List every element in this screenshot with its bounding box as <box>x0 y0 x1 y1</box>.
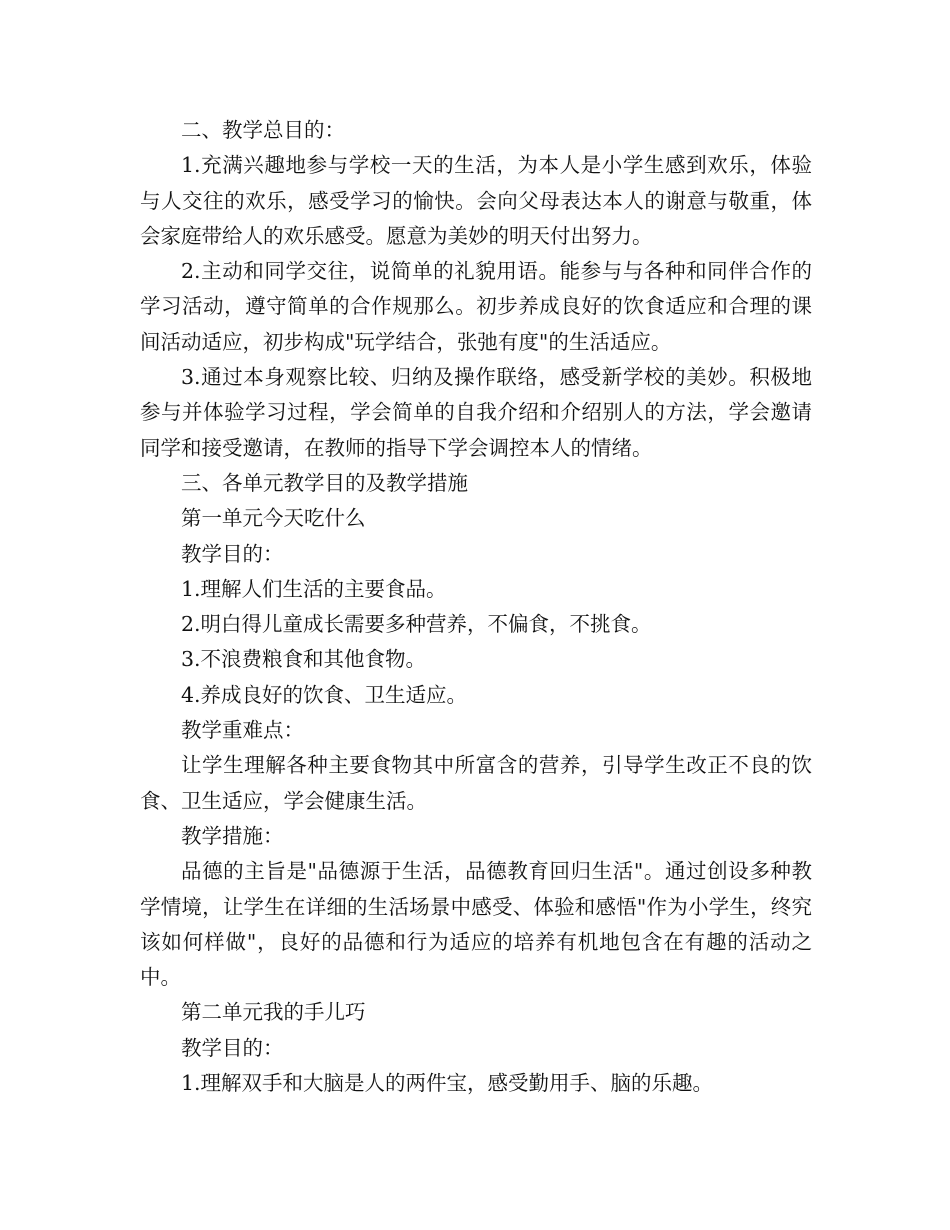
unit-1-key-points-text: 让学生理解各种主要食物其中所富含的营养，引导学生改正不良的饮食、卫生适应，学会健康生活。 <box>140 753 812 813</box>
unit-1-measures-text: 品德的主旨是"品德源于生活，品德教育回归生活"。通过创设多种教学情境，让学生在详细的生活场景中感受、体验和感悟"作为小学生，终究该如何样做"，良好的品德和行为适应的培养有机地包含在有趣的活动之中。 <box>140 859 812 990</box>
unit-1-key-points-label: 教学重难点： <box>181 718 304 743</box>
unit-2-goals-label: 教学目的： <box>181 1035 284 1060</box>
section-heading-overall-goals: 二、教学总目的： <box>181 118 345 142</box>
unit-1-goal-item: 1.理解人们生活的主要食品。 <box>181 576 447 601</box>
unit-1-measures-label: 教学措施： <box>181 823 284 848</box>
section-heading-unit-goals: 三、各单元教学目的及教学措施 <box>181 470 468 495</box>
paragraph-goal-3: 3.通过本身观察比较、归纳及操作联络，感受新学校的美妙。积极地参与并体验学习过程，学会简单的自我介绍和介绍别人的方法，学会邀请同学和接受邀请，在教师的指导下学会调控本人的情绪。 <box>140 365 812 460</box>
unit-1-goal-item: 4.养成良好的饮食、卫生适应。 <box>181 682 468 707</box>
unit-2-goal-item: 1.理解双手和大脑是人的两件宝，感受勤用手、脑的乐趣。 <box>181 1071 714 1096</box>
paragraph-goal-1: 1.充满兴趣地参与学校一天的生活，为本人是小学生感到欢乐，体验与人交往的欢乐，感受学习的愉快。会向父母表达本人的谢意与敬重，体会家庭带给人的欢乐感受。愿意为美妙的明天付出努力。 <box>140 153 812 248</box>
unit-2-title: 第二单元我的手儿巧 <box>181 1000 366 1025</box>
unit-1-goal-item: 3.不浪费粮食和其他食物。 <box>181 647 427 672</box>
unit-1-goals-label: 教学目的： <box>181 541 284 566</box>
unit-1-title: 第一单元今天吃什么 <box>181 506 366 531</box>
paragraph-goal-2: 2.主动和同学交往，说简单的礼貌用语。能参与与各种和同伴合作的学习活动，遵守简单的合作规那么。初步养成良好的饮食适应和合理的课间活动适应，初步构成"玩学结合，张弛有度"的生活适应。 <box>140 259 812 354</box>
unit-1-goal-item: 2.明白得儿童成长需要多种营养，不偏食，不挑食。 <box>181 612 652 637</box>
document-body <box>140 113 812 1101</box>
